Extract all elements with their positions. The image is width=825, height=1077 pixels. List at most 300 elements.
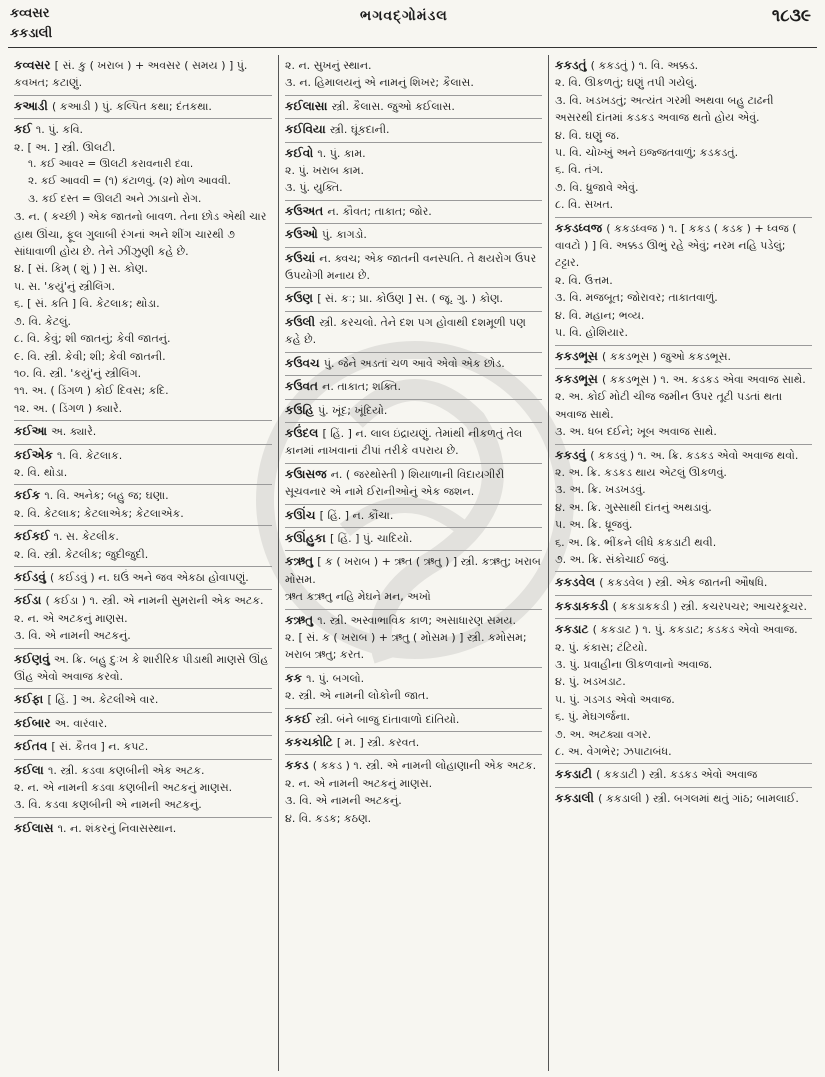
entry-text: ૩. કઈ દસ્ત = ઊલટી અને ઝાડાનો રોગ. (28, 192, 202, 205)
dictionary-entry (14, 55, 272, 96)
entry-headword: કઈક (14, 488, 45, 503)
entry-line (555, 790, 812, 807)
entry-text: ૭. વિ. ધ્રુજાવે એવું. (555, 180, 639, 194)
entry-line (285, 145, 542, 162)
dictionary-entry (14, 590, 272, 648)
column-2 (278, 55, 548, 1071)
entry-text: પું. જેને અડતાં ચળ આવે એવો એક છોડ. (323, 356, 505, 370)
entry-line (285, 355, 542, 372)
entry-text: ૫. પું. ગડગડ એવો અવાજ. (555, 692, 675, 706)
entry-text: ૨. પું. ખરાબ કામ. (285, 164, 365, 178)
entry-headword: કકઈ (285, 711, 316, 726)
entry-text: ૩. વિ. કડવા કણબીની એ નામની અટકનું. (14, 798, 202, 812)
entry-headword: કઈબાર (14, 715, 55, 730)
entry-headword: કઉહિ (285, 402, 318, 417)
entry-text: ૬. [ સં. કતિ ] વિ. કેટલાક; થોડા. (14, 297, 160, 311)
entry-text: ઋત કઋતુ નહિ મેઘને મન, અખો (285, 590, 431, 604)
entry-headword: કઊંહુકા (285, 530, 331, 545)
entry-line (14, 796, 272, 813)
dictionary-entry (285, 248, 542, 289)
entry-text: ( કકડતું ) ૧. વિ. અક્કડ. (590, 59, 699, 72)
entry-line (14, 610, 272, 627)
entry-line (555, 220, 812, 272)
entry-text: ૧. સ. કેટલીક. (53, 530, 119, 544)
entry-line (14, 365, 272, 382)
entry-line (285, 74, 542, 91)
column-1 (8, 55, 278, 1071)
entry-line (555, 574, 812, 591)
entry-text: ન. ( જરથોસ્તી ) શિયાળાની વિદાયગીરી સૂચવનાર એ નામે ઈરાનીઓનું એક જશન. (285, 467, 505, 499)
entry-line (285, 711, 542, 728)
entry-headword: કઉઅત (285, 203, 328, 218)
dictionary-entry (285, 464, 542, 505)
entry-line (555, 598, 812, 615)
entry-headword: કકચકોટિ (285, 735, 337, 749)
book-title: ભગવદ્ગોમંડલ (360, 8, 448, 24)
dictionary-entry (555, 596, 812, 619)
dictionary-entry (14, 445, 272, 486)
entry-line (285, 553, 542, 588)
entry-line (14, 423, 272, 440)
entry-text: ૧૧. અ. ( ડિંગળ ) કોઈ દિવસ; કદિ. (14, 384, 169, 398)
entry-text: ૨. અ. કોઈ મોટી ચીજ જમીન ઉપર તૂટી પડતાં થતા અવાજ સાથે. (555, 390, 783, 421)
entry-text: ૫. સ. 'કયું'નું સ્ત્રીલિંગ. (14, 279, 115, 293)
entry-line (14, 715, 272, 732)
dictionary-entry (14, 96, 272, 119)
dictionary-entry (285, 55, 542, 96)
entry-headword: કકડવું (555, 447, 591, 462)
entry-line (14, 278, 272, 295)
entry-line (555, 371, 812, 388)
guide-word-first: કવ્વસર (10, 6, 50, 21)
entry-text: ૩. પું. યુક્તિ. (285, 181, 343, 195)
entry-text: ૧. વિ. અનેક; બહુ જ; ઘણા. (44, 489, 169, 503)
entry-line (285, 57, 542, 74)
entry-line (555, 57, 812, 74)
entry-line (285, 629, 542, 664)
dictionary-entry (285, 709, 542, 732)
entry-headword: કઈણવું (14, 651, 54, 666)
entry-line (14, 173, 272, 190)
entry-line (14, 98, 272, 115)
entry-line (14, 738, 272, 755)
entry-text: ૮. અ. વેગભેર; ઝપાટાબંધ. (555, 745, 672, 759)
entry-line (555, 499, 812, 516)
entry-line (555, 307, 812, 324)
entry-text: ( કઈડવું ) ન. ઘઉં અને જવ એકઠા હોવાપણું. (49, 570, 249, 584)
entry-text: ૫. વિ. હોશિયાર. (555, 326, 628, 340)
entry-text: ૧. વિ. કેટલાક. (57, 448, 123, 462)
entry-text: ૨. [ સં. ક ( ખરાબ ) + ઋતુ ( મોસમ ) ] સ્ત્રી. કમોસમ; ખરાબ ઋતુ; કરત. (285, 630, 527, 662)
entry-headword: કઆડી (14, 98, 52, 113)
entry-line (14, 260, 272, 277)
entry-headword: કઉણ (285, 291, 318, 306)
dictionary-entry (14, 713, 272, 736)
entry-line (285, 792, 542, 809)
entry-text: ૩. ન. ( કચ્છી ) એક જાતનો બાવળ. તેના છોડ એથી ચાર હાથ ઊંચા, ફૂલ ગુલાબી રંગનાં અને શીંગ ચારથી ૭ સાંધાવાળી હોય છે. તેને ઝીંઝુણી કહે છે. (14, 210, 267, 259)
entry-text: ( કકડભૂસ ) ૧. અ. કડકડ એવા અવાજ સાથે. (602, 372, 806, 386)
entry-line (555, 464, 812, 481)
entry-line (285, 687, 542, 704)
entry-headword: કઉવત (285, 379, 323, 394)
entry-text: પું. કાગડો. (322, 228, 367, 242)
entry-line (555, 621, 812, 638)
entry-text: ૭. વિ. કેટલું. (14, 314, 71, 328)
dictionary-entry (285, 119, 542, 142)
entry-text: ૧. પું. કામ. (317, 146, 366, 160)
entry-text: ૭. અ. અટક્યા વગર. (555, 727, 652, 741)
entry-text: [ હિં. ] ન. કૌંચા. (319, 508, 394, 522)
entry-text: ૧. સ્ત્રી. અસ્વાભાવિક કાળ; અસાધારણ સમય. (317, 613, 517, 627)
dictionary-columns (8, 55, 820, 1071)
entry-text: ૩. વિ. મજબૂત; જોરાવર; તાકાતવાળું. (555, 291, 718, 305)
entry-text: ૧૨. અ. ( ડિંગળ ) ક્યારે. (14, 401, 123, 415)
dictionary-entry (285, 732, 542, 755)
entry-text: ૩. અ. ધબ દઈને; ખૂબ અવાજ સાથે. (555, 425, 717, 439)
entry-line (14, 156, 272, 173)
entry-headword: કઈતવ (14, 739, 52, 754)
entry-headword: કકડવેલ (555, 575, 600, 590)
entry-text: ૪. અ. ક્રિ. ગુસ્સાથી દાંતનું અથડાવું. (555, 500, 712, 514)
entry-line (555, 179, 812, 196)
entry-text: ૩. વિ. એ નામની અટકનું. (14, 629, 131, 643)
dictionary-entry (285, 201, 542, 224)
entry-text: ( કકડવું ) ૧. અ. ક્રિ. કડકડ એવો અવાજ થવો. (590, 448, 799, 462)
entry-line (14, 627, 272, 644)
entry-line (555, 127, 812, 144)
entry-text: [ હિં. ] ન. લાલ ઇંદ્રાયણું. તેમાંથી નીકળતું તેલ કાનમાં નાખવાનાં ટીપાં તરીકે વપરાય છે. (285, 426, 523, 458)
dictionary-entry (285, 528, 542, 551)
entry-text: [ સં. કઃ; પ્રા. કોઉણ ] સ. ( જૂ. ગુ. ) કોણ. (317, 292, 504, 306)
entry-headword: કઉઓ (285, 227, 322, 242)
entry-text: સ્ત્રી. કૈલાસ. જુઓ કઈલાસ. (331, 99, 455, 113)
dictionary-entry (285, 423, 542, 464)
entry-line (285, 314, 542, 349)
entry-line (14, 121, 272, 138)
entry-text: ૨. વિ. થોડા. (14, 465, 68, 479)
dictionary-entry (14, 567, 272, 590)
entry-line (555, 324, 812, 341)
entry-text: ( કકડ ) ૧. સ્ત્રી. એ નામની લોહાણાની એક અટક. (312, 759, 537, 773)
page-number: ૧૮૩૯ (771, 6, 811, 26)
entry-text: ન. કૌવત; તાકાત; જોર. (327, 204, 432, 218)
entry-headword: કઈલા (14, 762, 48, 777)
entry-text: સ્ત્રી. કરચલો. તેને દશ પગ હોવાથી દશમૂળી પણ કહે છે. (285, 315, 526, 347)
entry-text: ૧. સ્ત્રી. કડવા કણબીની એક અટક. (47, 763, 205, 777)
entry-text: ૫. વિ. ચોખ્ખું અને ઇજ્જતવાળું; કડકડતું. (555, 146, 739, 160)
entry-line (285, 98, 542, 115)
entry-headword: કઈએક (14, 447, 58, 462)
entry-text: ૩. ન. હિમાલયનું એ નામનું શિખર; કૈલાસ. (285, 76, 474, 90)
entry-text: ૨. કઈ આવવી = (૧) કંટાળવું. (૨) મોળ આવવી. (28, 175, 231, 188)
entry-headword: કકડાલી (555, 790, 599, 805)
page-header (0, 0, 825, 62)
dictionary-entry (555, 55, 812, 218)
entry-text: ( કકડાટી ) સ્ત્રી. કડકડ એવો અવાજ (596, 768, 758, 782)
dictionary-entry (14, 421, 272, 444)
entry-text: ૨. વિ. ઊકળતું; ઘણું તપી ગયેલું. (555, 76, 698, 90)
entry-headword: કકડભૂસ (555, 348, 603, 363)
entry-line (555, 551, 812, 568)
entry-text: [ હિં. ] પું. ચાદિયો. (330, 531, 413, 545)
entry-text: [ સં. કૈતવ ] ન. કપટ. (51, 740, 149, 754)
entry-headword: કકડભૂસ (555, 371, 603, 386)
entry-line (555, 766, 812, 783)
dictionary-entry (285, 610, 542, 668)
entry-line (285, 757, 542, 774)
entry-headword: કઉાસજ (285, 466, 331, 481)
entry-line (14, 348, 272, 365)
entry-text: ૨. વિ. કેટલાક; કેટલાએક; કેટલાએક. (14, 506, 184, 520)
entry-text: [ સં. કુ ( ખરાબ ) + અવસર ( સમય ) ] પું. કવખત; કટાણું. (14, 59, 248, 90)
entry-line (555, 423, 812, 440)
entry-text: ૯. વિ. સ્ત્રી. કેવી; શી; કેવી જાતની. (14, 349, 166, 363)
entry-text: ૧. પું. કવિ. (35, 123, 84, 137)
entry-line (555, 691, 812, 708)
dictionary-entry (285, 376, 542, 399)
dictionary-entry (14, 485, 272, 526)
entry-headword: કકડાટી (555, 767, 597, 782)
entry-text: ૮. વિ. સખત. (555, 198, 614, 212)
entry-line (555, 726, 812, 743)
entry-text: [ ક ( ખરાબ ) + ઋત ( ઋતુ ) ] સ્ત્રી. કઋતુ; ખરાબ મોસમ. (285, 555, 541, 586)
entry-text: ૧. કઈ આવર = ઊલટી કરાવનારી દવા. (28, 158, 194, 171)
entry-text: ૬. અ. ક્રિ. ભીંકને લીધે કકડાટી થવી. (555, 535, 717, 549)
entry-line (555, 656, 812, 673)
entry-text: ( કઈડા ) ૧. સ્ત્રી. એ નામની સુમરાની એક અટક. (45, 594, 264, 608)
entry-line (14, 505, 272, 522)
entry-line (555, 289, 812, 306)
entry-line (285, 810, 542, 827)
entry-headword: કઈવિયા (285, 122, 330, 137)
dictionary-entry (14, 736, 272, 759)
entry-text: સ્ત્રી. બંને બાજુ દાંતાવાળો દાંતિયો. (315, 712, 460, 726)
entry-text: ૨. અ. ક્રિ. કડકડ થાય એટલું ઊકળવું. (555, 465, 727, 479)
entry-text: અ. ક્રિ. બહુ દુઃખ કે શારીરિક પીડાથી માણસે ઊંહ ઊંહ એવો અવાજ કરવો. (14, 652, 269, 683)
entry-text: ન. તાકાત; શક્તિ. (322, 380, 401, 394)
entry-text: ૨. [ અ. ] સ્ત્રી. ઊલટી. (14, 140, 116, 154)
entry-headword: કવ્વસર (14, 58, 55, 72)
entry-line (285, 203, 542, 220)
dictionary-entry (14, 649, 272, 690)
entry-text: ૪. પું. ખડખડાટ. (555, 675, 626, 689)
entry-line (14, 295, 272, 312)
entry-text: પું. ખૂંદ; ખૂંદિયો. (317, 403, 388, 417)
entry-headword: કઈડા (14, 593, 46, 608)
dictionary-entry (285, 288, 542, 311)
entry-headword: કઈ (14, 122, 36, 137)
entry-line (285, 530, 542, 547)
entry-headword: કકડાકકડી (555, 598, 613, 613)
dictionary-entry (14, 760, 272, 818)
entry-line (555, 447, 812, 464)
entry-line (14, 762, 272, 779)
entry-line (14, 569, 272, 586)
entry-text: ૧૦. વિ. સ્ત્રી. 'કયું'નું સ્ત્રીલિંગ. (14, 366, 142, 380)
entry-line (555, 534, 812, 551)
dictionary-entry (285, 505, 542, 528)
entry-text: ૨. સ્ત્રી. એ નામની લોકોની જાત. (285, 689, 429, 703)
entry-headword: કઈઆ (14, 424, 52, 439)
entry-headword: કકડધ્વજ (555, 220, 607, 235)
entry-line (14, 330, 272, 347)
entry-line (555, 144, 812, 161)
entry-headword: કક (285, 670, 307, 685)
entry-text: ( કઆડી ) પું. કલ્પિત કથા; દંતકથા. (51, 99, 212, 113)
entry-line (285, 425, 542, 460)
dictionary-entry (14, 818, 272, 840)
entry-line (285, 670, 542, 687)
entry-line (14, 779, 272, 796)
entry-text: ( કકડભૂસ ) જુઓ કકડભૂસ. (602, 349, 732, 363)
entry-text: ૨. ન. એ નામની અટકનું માણસ. (285, 776, 433, 790)
entry-headword: કઉચાં (285, 250, 320, 265)
entry-text: અ. ક્યારે. (51, 425, 97, 439)
dictionary-entry (285, 143, 542, 201)
entry-line (285, 402, 542, 419)
entry-text: ૪. [ સં. કિમ્ ( શું ) ] સ. કોણ. (14, 262, 148, 276)
entry-text: [ મ. ] સ્ત્રી. કરવત. (336, 736, 420, 749)
entry-headword: કકડ (285, 758, 313, 773)
entry-line (285, 290, 542, 307)
entry-headword: કકડતું (555, 58, 591, 72)
entry-text: ૩. વિ. ખડખડતું; અત્યંત ગરમી અથવા બહુ ટાઢની અસરથી દાંતમાં કડકડ અવાજ થતો હોય એવું. (555, 93, 774, 125)
entry-line (555, 161, 812, 178)
entry-line (555, 196, 812, 213)
entry-text: ૪. વિ. કડક; કઠણ. (285, 811, 372, 825)
entry-line (14, 464, 272, 481)
entry-text: ( કકડવેલ ) સ્ત્રી. એક જાતની ઔષધિ. (599, 576, 768, 590)
entry-text: ૩. વિ. એ નામની અટકનું. (285, 794, 402, 808)
dictionary-entry (14, 526, 272, 567)
entry-text: ૫. અ. ક્રિ. ધ્રૂજવું. (555, 518, 633, 532)
dictionary-entry (555, 764, 812, 787)
entry-headword: કઋતુ (285, 554, 318, 569)
dictionary-entry (555, 572, 812, 595)
entry-line (14, 400, 272, 417)
dictionary-entry (285, 312, 542, 353)
entry-line (555, 516, 812, 533)
entry-headword: કઈફા (14, 692, 48, 707)
dictionary-entry (285, 96, 542, 119)
entry-headword: કઊંચ (285, 507, 320, 522)
dictionary-entry (285, 668, 542, 709)
entry-text: ૪. વિ. મહાન; ભવ્ય. (555, 308, 645, 322)
entry-text: ૭. અ. ક્રિ. સંકોચાઈ જવું. (555, 552, 670, 566)
dictionary-entry (555, 788, 812, 810)
header-rule (8, 47, 817, 48)
entry-line (14, 820, 272, 837)
dictionary-entry (285, 400, 542, 423)
dictionary-entry (285, 353, 542, 376)
entry-line (555, 481, 812, 498)
dictionary-entry (555, 218, 812, 346)
guide-word-last: કકડાલી (10, 26, 53, 41)
entry-line (285, 162, 542, 179)
entry-headword: કઈકઈ (14, 529, 54, 544)
entry-line (555, 348, 812, 365)
entry-text: ન. ક્વચ; એક જાતની વનસ્પતિ. તે ક્ષયરોગ ઉપર ઉપયોગી મનાય છે. (285, 251, 537, 283)
entry-text: ૩. અ. ક્રિ. ખડખડવું. (555, 483, 646, 497)
entry-text: ૨. ન. એ અટકનું માણસ. (14, 611, 128, 625)
entry-line (285, 378, 542, 395)
dictionary-entry (285, 755, 542, 830)
entry-line (285, 775, 542, 792)
entry-text: ૧. ન. શંકરનું નિવાસસ્થાન. (57, 821, 177, 835)
dictionary-entry (555, 369, 812, 445)
entry-line (14, 313, 272, 330)
entry-text: ૩. પું. પ્રવાહીના ઊકળવાનો અવાજ. (555, 658, 713, 671)
entry-line (555, 388, 812, 423)
entry-line (14, 447, 272, 464)
entry-text: ( કકડાલી ) સ્ત્રી. બગલમાં થતું ગાંઠ; બામલાઈ. (598, 791, 799, 805)
dictionary-entry (555, 445, 812, 573)
entry-line (14, 546, 272, 563)
dictionary-entry (555, 619, 812, 764)
entry-headword: કકડાટ (555, 622, 593, 637)
entry-line (555, 92, 812, 127)
entry-text: ૨. પું. કંકાસ; ટંટિયો. (555, 640, 648, 654)
entry-line (555, 743, 812, 760)
entry-text: ( કકડાટ ) ૧. પું. કકડાટ; કડકડ એવો અવાજ. (592, 623, 798, 637)
entry-line (285, 121, 542, 138)
dictionary-entry (555, 346, 812, 369)
entry-line (14, 382, 272, 399)
entry-text: [ હિં. ] અ. કેટલીએ વાર. (47, 693, 159, 707)
entry-text: અ. વારંવાર. (54, 716, 108, 730)
dictionary-entry (14, 689, 272, 712)
entry-line (14, 487, 272, 504)
entry-line (285, 226, 542, 243)
entry-text: ૨. ન. એ નામની કડવા કણબીની અટકનું માણસ. (14, 781, 233, 795)
entry-line (555, 673, 812, 690)
entry-line (555, 74, 812, 91)
entry-line (14, 651, 272, 686)
entry-line (14, 57, 272, 92)
dictionary-entry (14, 119, 272, 421)
column-3 (548, 55, 818, 1071)
entry-text: ૬. પું. મેઘગર્જના. (555, 710, 631, 724)
entry-text: ( કકડધ્વજ ) ૧. [ કકડ ( કડક ) + ધ્વજ ( વાવટો ) ] વિ. અક્કડ ઊભું રહે એવું; નરમ નહિ પડેલું; ટટ્ટાર. (555, 221, 797, 270)
entry-headword: કઈડવું (14, 569, 50, 584)
entry-line (14, 191, 272, 208)
entry-text: ૨. વિ. સ્ત્રી. કેટલીક; જુદીજુદી. (14, 547, 149, 561)
entry-line (285, 588, 542, 605)
entry-headword: કઈલાસ (14, 820, 58, 835)
entry-text: ૪. વિ. ઘણું જ. (555, 128, 620, 142)
entry-headword: કઈલાસા (285, 98, 332, 113)
entry-text: ૮. વિ. કેવું; શી જાતનું; કેવી જાતનું. (14, 332, 171, 346)
entry-line (555, 639, 812, 656)
entry-line (555, 272, 812, 289)
entry-line (14, 528, 272, 545)
entry-headword: કઉલી (285, 314, 320, 329)
entry-headword: કઉવચ (285, 355, 324, 370)
entry-text: ૨. વિ. ઉત્તમ. (555, 273, 613, 287)
entry-line (285, 507, 542, 524)
entry-line (14, 691, 272, 708)
entry-text: ૬. વિ. તંગ. (555, 163, 604, 177)
entry-line (555, 708, 812, 725)
entry-line (285, 250, 542, 285)
dictionary-entry (285, 224, 542, 247)
entry-headword: કઋતુ (285, 612, 318, 627)
entry-headword: કઈવો (285, 145, 318, 160)
entry-text: ૨. ન. સુખનું સ્થાન. (285, 59, 372, 72)
entry-text: ૧. પું. બગલો. (306, 671, 365, 685)
entry-line (14, 139, 272, 156)
entry-text: સ્ત્રી. ઘૂંકદાની. (329, 123, 390, 137)
